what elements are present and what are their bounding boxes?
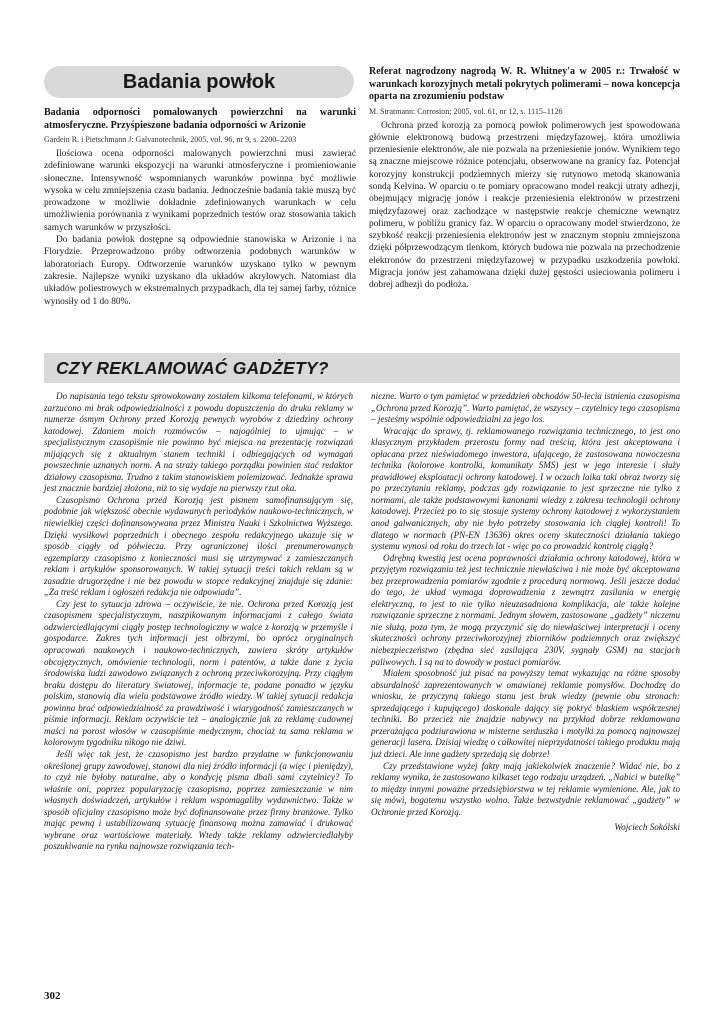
editorial-paragraph: niczne. Warto o tym pamiętać w przeddzień obchodów 50-lecia istnienia czasopisma „Ochrona przed Korozją”. Warto pamiętać, że wszyscy – czytelnicy tego czasopisma – jesteśmy wspólnie odpowiedzialni za jego los.	[371, 391, 680, 425]
editorial-paragraph: Czy przedstawione wyżej fakty mają jakiekolwiek znaczenie? Widać nie, bo z reklamy wynika, że zastosowano kilkaset tego rodzaju urządzeń. „Nabici w butelkę” to między innymi poważne przedsiębiorstwa w tej reklamie wymienione. Ale, jak to się mówi, bogatemu wszystko wolno. Także bezwstydnie reklamować „gadżety” w Ochronie przed Korozją.	[371, 760, 680, 817]
editorial-title: CZY REKLAMOWAĆ GADŻETY?	[56, 357, 329, 378]
article1-title: Badania odporności pomalowanych powierzchni na warunki atmosferyczne. Przyśpieszone badania odporności w Arizonie	[44, 107, 356, 131]
article1-source: Gardein R. i Pietschmann J: Galvanotechnik, 2005, vol. 96, nr 9, s. 2200–2203	[44, 135, 297, 144]
editorial-paragraph: Jeśli więc tak jest, że czasopismo jest bardzo przydatne w funkcjonowaniu określonej grupy zawodowej, stanowi dla niej źródło informacji (a więc i pieniędzy), to czyż nie byłoby naturalne, aby o kondycję pisma dbali sami czytelnicy? To właśnie oni, poprzez popularyzację czasopisma, poprzez zamieszczanie w nim własnych doświadczeń, artykułów i reklam wspomagaliby wydawnictwo. Także w sposób oficjalny czasopismo może być dofinansowane przez firmy branżowe. Tylko mając pewną i ustabilizowaną sytuację finansową można zamawiać i drukować wybrane oraz wartościowe materiały. Wtedy także reklamy odzwierciedlałyby poszukiwanie na rynku najnowsze rozwiązania tech-	[44, 748, 353, 852]
article2-paragraph: Ochrona przed korozją za pomocą powłok polimerowych jest spowodowana głównie elektronową budową przestrzeni międzyfazowej, która umożliwia przeniesienie elektronów, ale nie pozwala na przeniesienie jonów. Wynikiem tego są znaczne miejscowe różnice potencjału, obserwowane na granicy faz. Potencjał korozyjny konstrukcji podziemnych mierzy się rutynowo metodą skanowania sondą Kelvina. W oparciu o te pomiary opracowano model reakcji utraty adhezji, obejmujący migrację jonów i reakcje przeniesienia elektronów w przestrzeni międzyfazowej oraz zachodzące w następstwie reakcje chemiczne wewnątrz polimeru, w pobliżu granicy faz. W oparciu o opracowany model stwierdzono, że szybkość reakcji przeniesienia elektronów jest w znacznym stopniu zmniejszona dzięki półprzewodzącym tlenkom, których budowa nie pozwala na przechodzenie elektronów do przestrzeni międzyfazowej w przypadku uszkodzenia powłoki. Migracja jonów jest zahamowana dzięki dużej gęstości usieciowania polimeru i dobrej adhezji do podłoża.	[369, 120, 680, 291]
editorial-paragraph: Do napisania tego tekstu sprowokowany zostałem kilkoma telefonami, w których zarzucono mi brak odpowiedzialności z powodu dopuszczenia do druku reklamy w numerze ósmym Ochrony przed Korozją pewnych wyrobów z dziedziny ochrony katodowej. Zdaniem moich rozmówców – najogólniej to ujmując – w specjalistycznym czasopiśmie nie powinno być miejsca na prezentację rozwiązań mijających się z aktualnym stanem techniki i odbiegających od wymagań powszechnie uznanych norm. A na straży takiego porządku powinien stać redaktor działowy czasopisma. Trudno z takim stanowiskiem polemizować. Jednakże sprawa jest znacznie bardziej złożona, niż to się wydaje na pierwszy rzut oka.	[44, 391, 353, 494]
editorial-paragraph: Czasopismo Ochrona przed Korozją jest pismem samofinansującym się, podobnie jak większość obecnie wydawanych periodyków naukowo-technicznych, w niewielkiej części dofinansowywana przez Ministra Nauki i Szkolnictwa Wyższego. Dzięki wysiłkowi poprzednich i obecnego zespołu redakcyjnego ukazuje się w sposób ciągły od półwiecza. Przy ograniczonej ilości prenumerowanych egzemplarzy czasopismo z konieczności musi się utrzymywać z zamieszczanych reklam i artykułów sponsorowanych. W takiej sytuacji treści takich reklam są w zasadzie drugorzędne i nie bez powodu w stopce redakcyjnej znajduje się zdanie: „Za treść reklam i ogłoszeń redakcja nie odpowiada”.	[44, 494, 353, 598]
editorial-right-column	[371, 391, 680, 834]
editorial-paragraph: Czy jest to sytuacja zdrowa – oczywiście, że nie. Ochrona przed Korozją jest czasopismem specjalistycznym, naszpikowanym informacjami z całego świata odzwierciedlającymi ciągły postęp technologiczny w walce z korozją w przemyśle i gospodarce. Zakres tych informacji jest olbrzymi, bo oprócz oryginalnych opracowań naukowych i naukowo-technicznych, zawiera skróty artykułów obcojęzycznych, omówienie technologii, norm i patentów, a także dane z życia środowiska ludzi zawodowo związanych z ochroną przeciwkorozyjną. Przy ciągłym braku dostępu do literatury światowej, informacje te, podane ponadto w języku polskim, stanowią dla wielu podstawowe źródło wiedzy. W takiej sytuacji redakcja powinna brać odpowiedzialność za prawdziwość i wiarygodność zamieszczanych w piśmie informacji. Reklam oczywiście też – analogicznie jak za reklamę cudownej maści na porost włosów w czasopiśmie medycznym, chociaż ta sama reklama w kolorowym tygodniku nikogo nie dziwi.	[44, 598, 353, 748]
article2-body	[369, 120, 680, 292]
section-heading-text: Badania powłok	[122, 70, 276, 93]
page-number: 302	[44, 990, 61, 1002]
editorial-paragraph: Miałem sposobność już pisać na powyższy temat wykazując na różne sposoby absurdalność zaprezentowanych w omawianej reklamie pomysłów. Dochodzę do wniosku, że przyczyną takiego stanu jest brak wiedzy (pewnie obu stronach: sprzedającego i kupującego) doskonale dający się pokryć blaskiem współczesnej techniki. Bo przecież nie znajdzie nabywcy na przykład dobrze reklamowana przerażająca podziurawiona w misterne serduszka i motylki za pomocą najnowszej generacji lasera. Dzisiaj wiedzę o całkowitej nieprzydatności takiego produktu mają już dzieci. Ale inne gadżety sprzedają się dobrze!	[371, 668, 680, 759]
left-column	[44, 60, 356, 308]
article2-title: Referat nagrodzony nagrodą W. R. Whitney'a w 2005 r.: Trwałość w warunkach korozyjnych metali pokrytych polimerami – nowa koncepcja oparta na zrozumieniu podstaw	[369, 66, 680, 102]
editorial-section	[44, 391, 680, 973]
editorial-paragraph: Odrębną kwestią jest ocena poprawności działania ochrony katodowej, która w przyjętym rozwiązaniu też jest technicznie niewłaściwa i nie może być akceptowana bez przeprowadzenia pomiarów zgodnie z procedurą normową. Jeśli jeszcze dodać do tego, że układ wymaga doprowadzenia z zewnątrz zasilania w energię elektryczną, to jest to nie tylko nieuzasadniona komplikacja, ale także kolejne rozwiązanie sprzeczne z normami. Jednym słowem, zastosowane „gadżety” niczemu nie służą, poza tym, że mogą przyczynić się do niewłaściwej interpretacji i oceny skuteczności ochrony przeciwkorozyjnej zbiorników podziemnych oraz zwiększyć niebezpieczeństwo (zbędna sieć zasilająca 230V, sygnały GSM) na stacjach paliwowych. I są na to dowody w postaci pomiarów.	[371, 552, 680, 667]
editorial-banner	[44, 353, 680, 383]
right-column	[369, 60, 680, 292]
editorial-paragraph: Wracając do sprawy, tj. reklamowanego rozwiązania technicznego, to jest ono klasycznym przykładem przerostu formy nad treścią, która jest akceptowana i opłacana przez nieświadomego inwestora, ufającego, że zastosowana nowoczesna technika (kolorowe kontrolki, komunikaty SMS) jest w jego interesie i służy prawidłowej eksploatacji ochrony katodowej. I w oczach laika taki obraz tworzy się po przeczytaniu reklamy, podczas gdy rozwiązanie to jest sprzeczne nie tylko z normami, ale także podstawowymi kanonami wiedzy z zakresu technologii ochrony katodowej. Przecież po to się stosuje systemy ochrony katodowej z wykorzystaniem anod galwanicznych, aby nie było potrzeby stosowania ich ciągłej kontroli! To dlatego w normach (PN-EN 13636) okres oceny skuteczności działania takiego systemu wynosi od roku do trzech lat - więc po co prowadzić kontrolę ciągłą?	[371, 425, 680, 552]
top-section	[44, 60, 680, 342]
section-heading	[44, 66, 354, 98]
article2-source: M. Stratmann: Corrosion; 2005, vol. 61, nr 12, s. 1115–1126	[369, 106, 563, 116]
article1-paragraph: Do badania powłok dostępne są odpowiednie stanowiska w Arizonie i na Florydzie. Przeprowadzono próby odtworzenia podobnych warunków w laboratoriach Europy. Odtworzenie warunków uzyskano tylko w pewnym zakresie. Najlepsze wyniki uzyskano dla układów akrylowych. Natomiast dla układów poliestrowych w ekstremalnych przypadkach, dla tej samej farby, różnice wynosiły od 1 do 80%.	[44, 235, 356, 307]
editorial-left-column	[44, 391, 353, 853]
editorial-author: Wojciech Sokólski	[614, 822, 680, 833]
article1-paragraph: Ilościowa ocena odporności malowanych powierzchni musi zawierać zdefiniowane warunki ekspozycji na warunki atmosferyczne i promieniowanie słoneczne. Intensywność wspomnianych warunków powinna być możliwie wysoka w celu zmniejszenia czasu badania. Jednocześnie badania takie muszą być prowadzone w możliwie dokładnie zdefiniowanych warunkach w celu umożliwienia porównania z wynikami poprzednich testów oraz stosowania takich samych warunków w przyszłości.	[44, 149, 356, 233]
article1-body	[44, 148, 356, 308]
